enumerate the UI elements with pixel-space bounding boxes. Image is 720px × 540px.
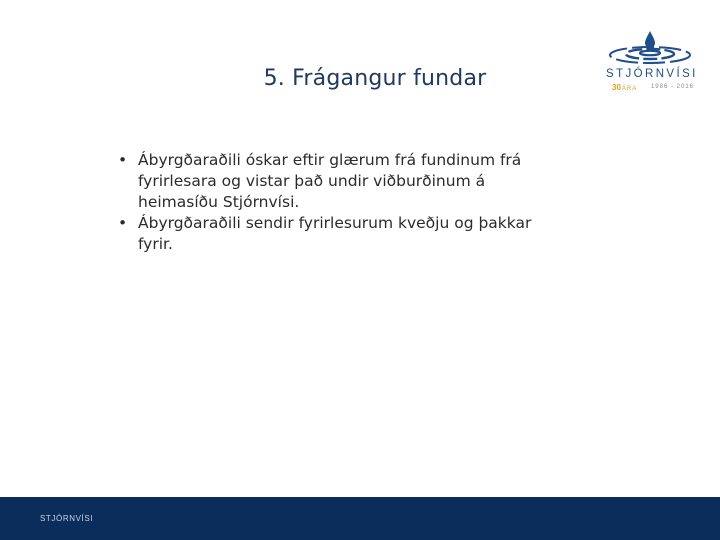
- slide-title: 5. Frágangur fundar: [263, 66, 487, 91]
- water-drop-ripples-icon: [600, 28, 700, 68]
- footer-bar: [0, 497, 720, 540]
- bullet-list: [118, 150, 548, 255]
- anniversary-word: ÁRA: [621, 86, 638, 92]
- bullet-item: [118, 150, 548, 213]
- logo-wordmark: STJÓRNVÍSI: [606, 68, 698, 80]
- bullet-text: Ábyrgðaraðili sendir fyrirlesurum kveðju og þakkar fyrir.: [138, 214, 532, 253]
- anniversary-number: 30: [612, 83, 621, 92]
- bullet-item: [118, 213, 548, 255]
- anniversary-years: 1986 - 2016: [650, 84, 694, 90]
- bullet-marker: •: [118, 214, 128, 232]
- logo-anniversary: [612, 83, 694, 93]
- bullet-marker: •: [118, 151, 128, 169]
- bullet-text: Ábyrgðaraðili óskar eftir glærum frá fundinum frá fyrirlesara og vistar það undir viðburðinum á heimasíðu Stjórnvísi.: [138, 151, 522, 211]
- footer-brand: STJÓRNVÍSI: [40, 514, 94, 523]
- stjornvisi-logo: [600, 28, 700, 100]
